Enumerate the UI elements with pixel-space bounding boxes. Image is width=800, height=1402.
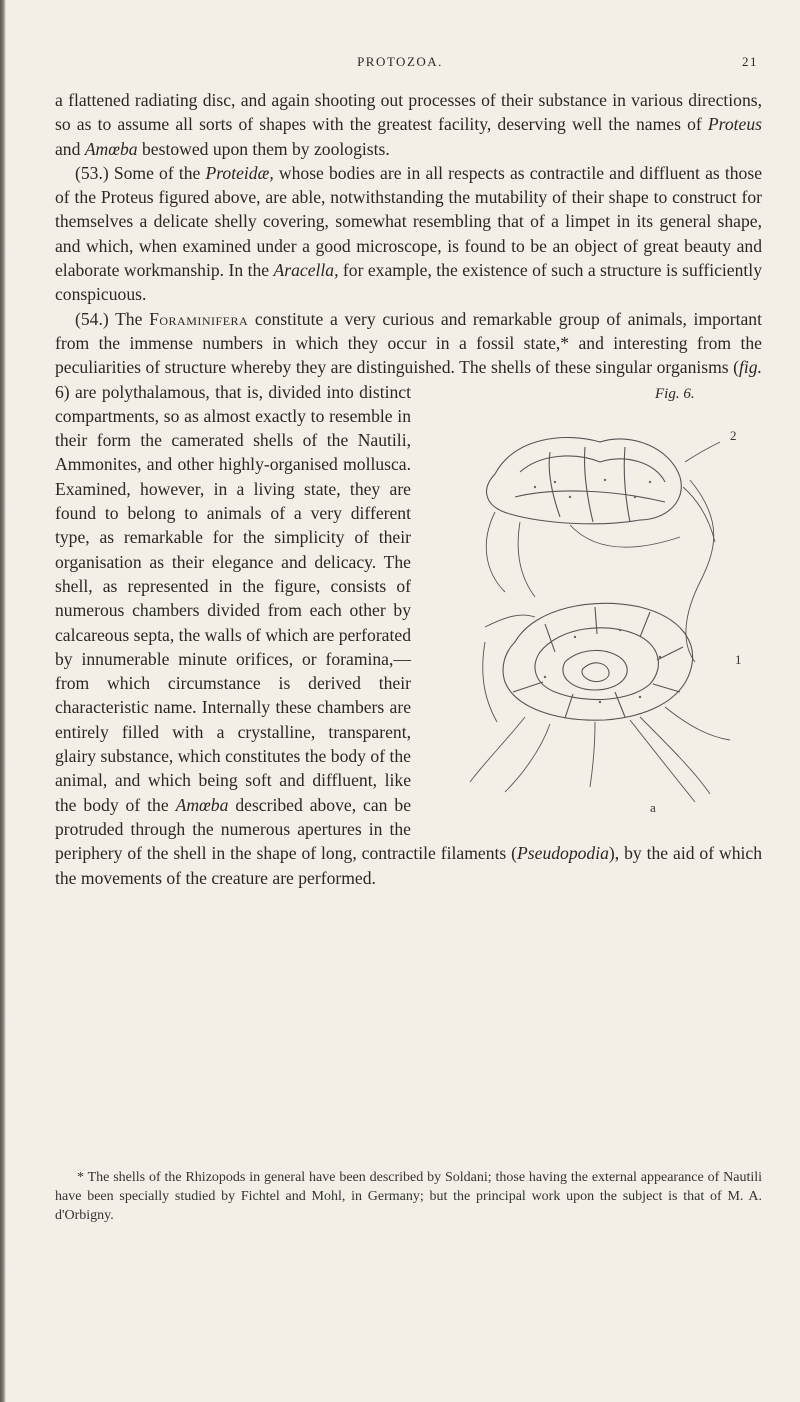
paragraph-1-end: bestowed upon them by zoologists. [142, 138, 390, 159]
footnote-text: * The shells of the Rhizopods in general have been described by Soldani; those having the external appearance of Nautili have been specially studied by Fichtel and Mohl, in Germany; but the principal work upon the subject is that of M. A. d'Orbigny. [55, 1170, 762, 1223]
term-proteus: Proteus [707, 114, 762, 135]
paragraph-1-text: a flattened radiating disc, and again shooting out processes of their substance in various directions, so as to assume all sorts of shapes with the greatest facility, deserving well the names of [55, 90, 762, 135]
paragraph-1 [55, 88, 762, 161]
figure-caption: Fig. 6. [655, 385, 695, 402]
page-number: 21 [742, 54, 758, 69]
foraminifera-illustration [425, 402, 770, 822]
paragraph-1-mid: and [55, 138, 81, 159]
paragraph-54-text-c: described above, can be protruded through the numerous apertures in the periphery of the shell in the shape of long, contractile filaments ( [55, 794, 518, 864]
footnote [55, 1168, 762, 1225]
paragraph-53-end: for example, the existence of such a structure is sufficiently conspicuous. [55, 260, 762, 305]
paragraph-54 [55, 307, 762, 890]
running-title: PROTOZOA. [357, 54, 443, 69]
term-amoeba-2: Amœba [175, 794, 229, 815]
paragraph-53-start: (53.) Some of the [75, 162, 201, 183]
running-head [0, 54, 800, 78]
term-foraminifera: Foraminifera [149, 308, 249, 329]
fig-reference: fig. [739, 357, 762, 378]
figure-label-1: 1 [735, 651, 742, 667]
term-proteidae: Proteidæ, [205, 162, 274, 183]
paragraph-53-text: whose bodies are in all respects as contractile and diffluent as those of the Proteus figured above, are able, notwithstanding the mutability of their shape to construct for themselves a delicate shelly covering, somewhat resembling that of a limpet in its general shape, and which, when examined under a good microscope, is found to be an object of great beauty and elaborate workmanship. In the [55, 162, 762, 281]
paragraph-53 [55, 161, 762, 307]
paragraph-54-text-d: ), by the aid of which the movements of the creature are performed. [55, 843, 763, 888]
term-aracella: Aracella, [273, 260, 339, 281]
paragraph-54-text-a: constitute a very curious and remarkable group of animals, important from the immense numbers in which they occur in a fossil state,* and interesting from the peculiarities of structure whereby they are distinguished. The shells of these singular organisms ( [55, 308, 762, 378]
paragraph-54-text-b: 6) are polythalamous, that is, divided into distinct compartments, so as almost exactly to resemble in their form the camerated shells of the Nautili, Ammonites, and other highly-organised mollusca. Examined, however, in a living state, they are found to belong to animals of a very different type, as remarkable for the simplicity of their organisation as their elegance and delicacy. The shell, as represented in the figure, consists of numerous chambers divided from each other by calcareous septa, the walls of which are perforated by innumerable minute orifices, or foramina,—from which circumstance is derived their characteristic name. Internally these chambers are entirely filled with a crystalline, transparent, glairy substance, which constitutes the body of the animal, and which being soft and diffluent, like the body of the [55, 381, 411, 815]
page-binding-edge [0, 0, 6, 1402]
figure-label-a: a [650, 799, 656, 815]
body-text [55, 88, 762, 890]
figure-6 [425, 382, 770, 822]
paragraph-54-start: (54.) The [75, 308, 143, 329]
term-amoeba: Amœba [84, 138, 138, 159]
figure-label-2: 2 [730, 427, 737, 443]
term-pseudopodia: Pseudopodia [517, 843, 609, 864]
